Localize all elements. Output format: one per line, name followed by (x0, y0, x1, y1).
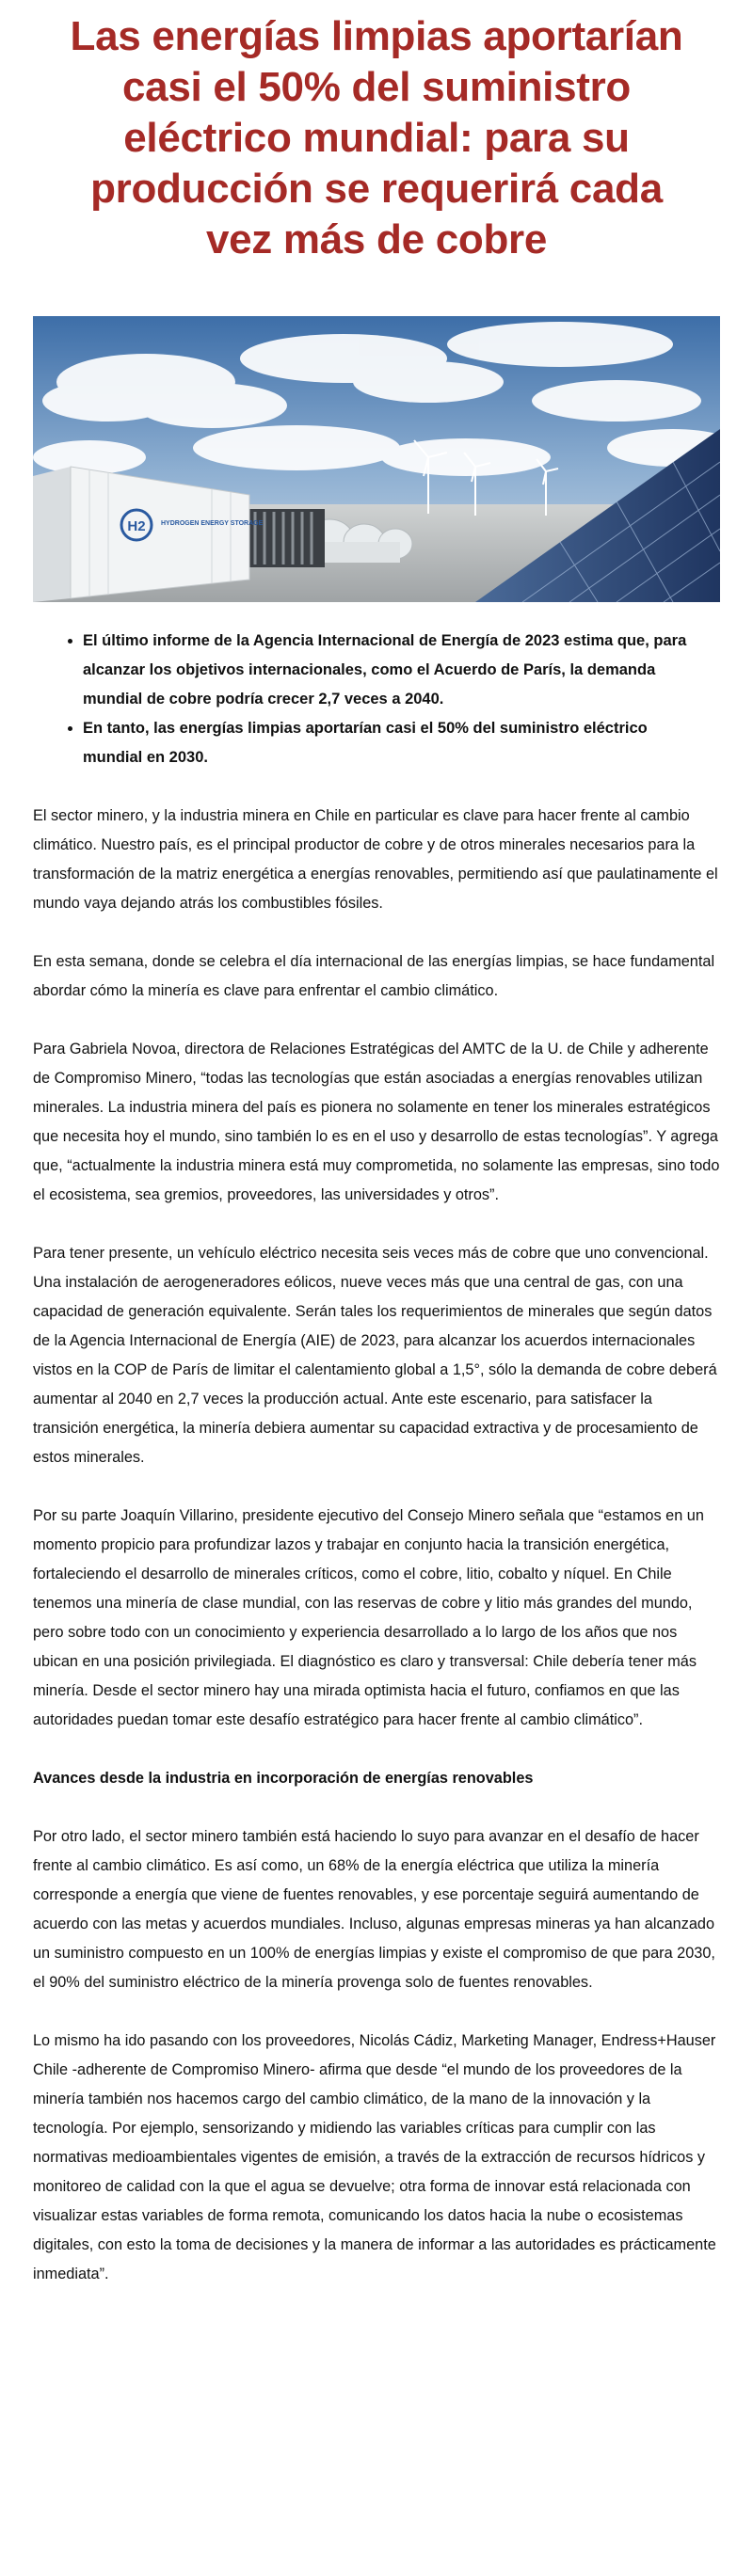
cylinder-rack (248, 509, 325, 567)
highlight-item: • El último informe de la Agencia Internacional de Energía de 2023 estima que, para alcanzar los objetivos internacionales, como el Acuerdo de París, la demanda mundial de cobre podría crecer 2,7 veces a 2040. (83, 627, 687, 714)
paragraph: Por otro lado, el sector minero también está haciendo lo suyo para avanzar en el desafío de hacer frente al cambio climático. Es así como, un 68% de la energía eléctrica que utiliza la minería corresponde a energía que viene de fuentes renovables, y ese porcentaje seguirá aumentando de acuerdo con las metas y acuerdos mundiales. Incluso, algunas empresas mineras ya han alcanzado un suministro compuesto en un 100% de energías limpias y existe el compromiso de que para 2030, el 90% del suministro eléctrico de la minería provenga solo de fuentes renovables. (33, 1828, 715, 1991)
paragraph: Por su parte Joaquín Villarino, presidente ejecutivo del Consejo Minero señala que “estamos en un momento propicio para profundizar lazos y trabajar en conjunto hacia la transición energética, fortaleciendo el desarrollo de minerales críticos, como el cobre, litio, cobalto y níquel. En Chile tenemos una minería de clase mundial, con las reservas de cobre y litio más grandes del mundo, pero sobre todo con un conocimiento y experiencia desarrollado a lo largo de los años que nos ubican en una posición privilegiada. El diagnóstico es claro y transversal: Chile debería tener más minería. Desde el sector minero hay una mirada optimista hacia el futuro, confiamos en que las autoridades puedan tomar este desafío estratégico para hacer frente al cambio climático”. (33, 1507, 704, 1728)
paragraph: Lo mismo ha ido pasando con los proveedores, Nicolás Cádiz, Marketing Manager, Endress+Hauser Chile -adherente de Compromiso Minero- afirma que desde “el mundo de los proveedores de la minería también nos hacemos cargo del cambio climático, de la mano de la innovación y la tecnología. Por ejemplo, sensorizando y midiendo las variables críticas para cumplir con las normativas medioambientales vigentes de emisión, a través de la extracción de recursos hídricos y monitoreo de calidad con la que el agua se devuelve; otra forma de innovar está relacionada con visualizar estas variables de forma remota, comunicando los datos hacia la nube o ecosistemas digitales, con esto la toma de decisiones y la manera de informar a las autoridades es prácticamente inmediata”. (33, 2032, 716, 2282)
container-h2-label: H2 (127, 518, 146, 534)
paragraph: El sector minero, y la industria minera en Chile en particular es clave para hacer frente al cambio climático. Nuestro país, es el principal productor de cobre y de otros minerales necesarios para la transformación de la matriz energética a energías renovables, permitiendo así que paulatinamente el mundo vaya dejando atrás los combustibles fósiles. (33, 807, 718, 912)
paragraph: Para tener presente, un vehículo eléctrico necesita seis veces más de cobre que uno convencional. Una instalación de aerogeneradores eólicos, nueve veces más que una central de gas, con una capacidad de generación equivalente. Serán tales los requerimientos de minerales que según datos de la Agencia Internacional de Energía (AIE) de 2023, para alcanzar los acuerdos internacionales vistos en la COP de París de limitar el calentamiento global a 1,5°, sólo la demanda de cobre deberá aumentar al 2040 en 2,7 veces la producción actual. Ante este escenario, para satisfacer la transición energética, la minería debiera aumentar su capacidad extractiva y de procesamiento de estos minerales. (33, 1245, 717, 1466)
article-body (0, 802, 753, 2289)
article-title: Las energías limpias aportarían casi el 50% del suministro eléctrico mundial: para su producción se requerirá cada vez más de cobre (70, 13, 683, 262)
paragraph: En esta semana, donde se celebra el día internacional de las energías limpias, se hace fundamental abordar cómo la minería es clave para enfrentar el cambio climático. (33, 953, 715, 999)
hero-image (33, 316, 720, 602)
highlight-item: • En tanto, las energías limpias aportarían casi el 50% del suministro eléctrico mundial en 2030. (83, 714, 687, 772)
highlights-list (0, 627, 753, 772)
container-label: HYDROGEN ENERGY STORAGE (161, 520, 264, 527)
section-heading: Avances desde la industria en incorporación de energías renovables (33, 1770, 534, 1787)
paragraph: Para Gabriela Novoa, directora de Relaciones Estratégicas del AMTC de la U. de Chile y adherente de Compromiso Minero, “todas las tecnologías que están asociadas a energías renovables utilizan minerales. La industria minera del país es pionera no solamente en tener los minerales estratégicos que necesita hoy el mundo, sino también lo es en el uso y desarrollo de estas tecnologías”. Y agrega que, “actualmente la industria minera está muy comprometida, no solamente las empresas, sino todo el ecosistema, sea gremios, proveedores, las universidades y otros”. (33, 1041, 720, 1203)
